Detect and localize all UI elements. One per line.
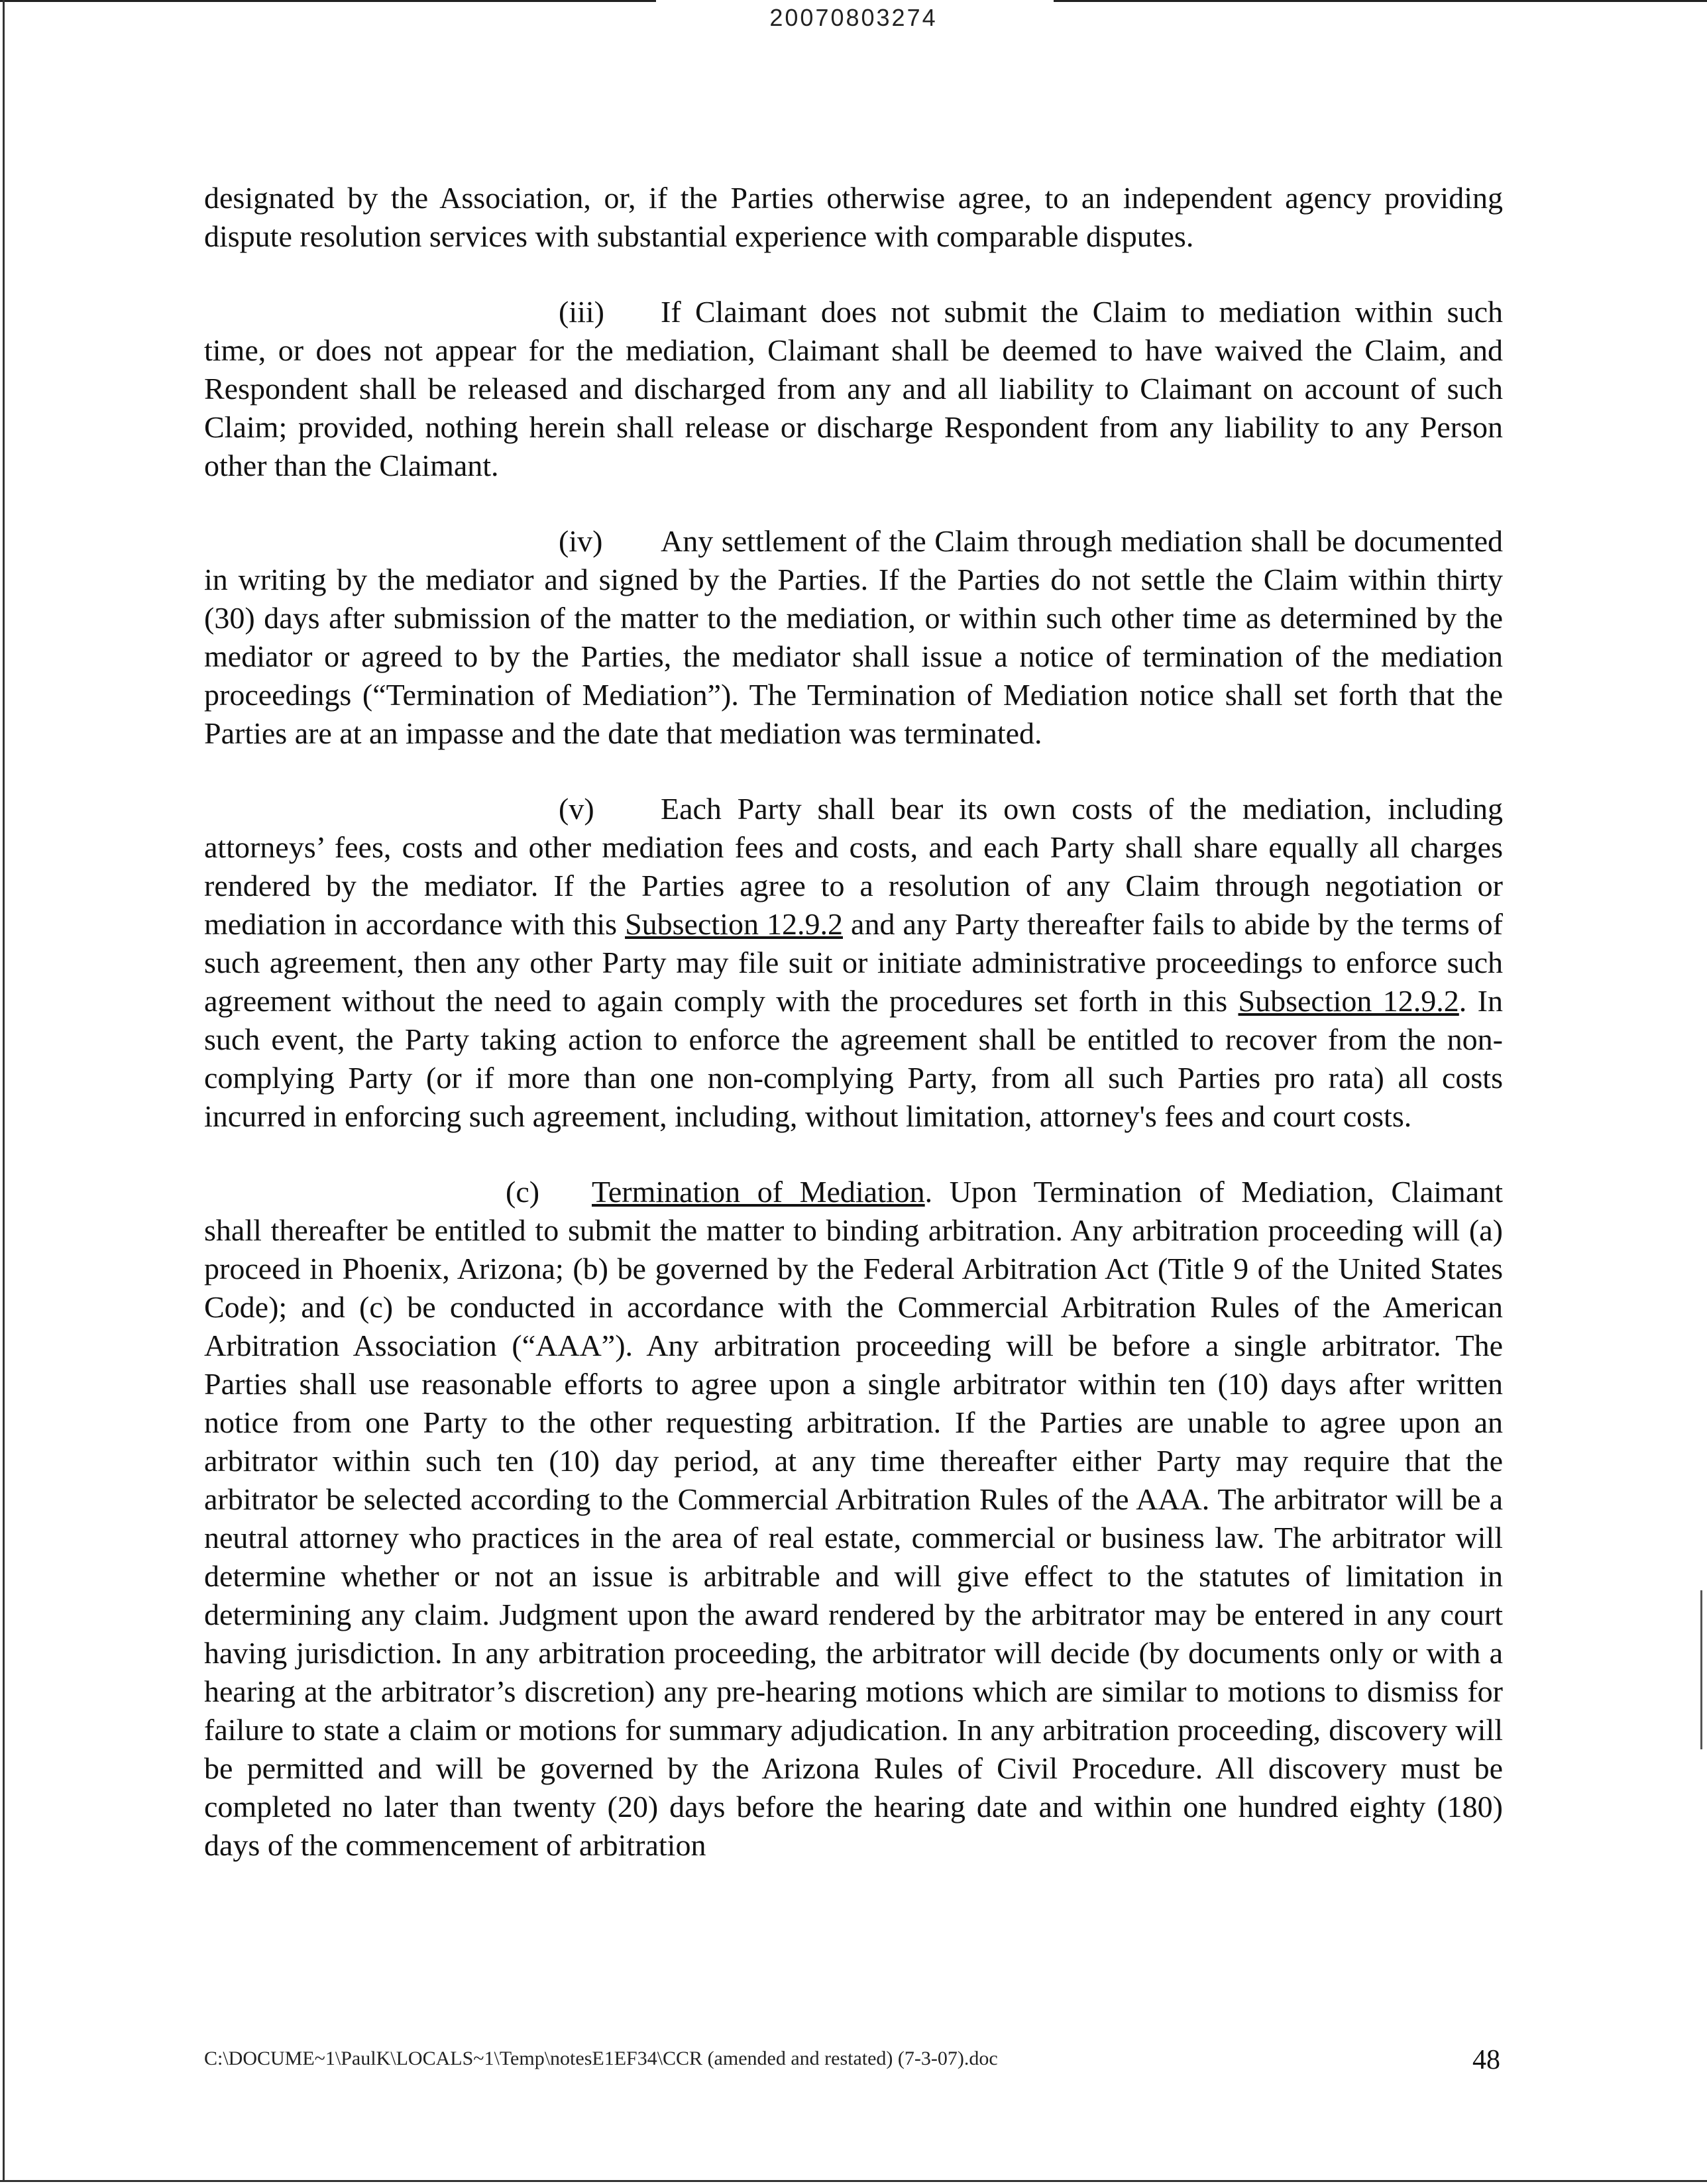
subparagraph-iv [204,522,1503,753]
paragraph-text: Each Party shall bear its own costs of the mediation, including attorneys’ fees, costs and other mediation fees and costs, and each Party shall share equally all charges rendered by the mediator. If the Parties agree to a resolution of any Claim through negotiation or mediation in accordance with this [204,792,1503,941]
page-number: 48 [1472,2045,1500,2075]
top-border-right [1054,0,1707,2]
subparagraph-c [204,1173,1503,1865]
bottom-border [0,2180,1707,2182]
left-border [3,0,5,2181]
paragraph-text: . In such event, the Party taking action to enforce the agreement shall be entitled to recover from the non-complying Party (or if more than one non-complying Party, from all such Parties pro rata) all costs incurred in enforcing such agreement, including, without limitation, attorney's fees and court costs. [204,984,1503,1133]
subparagraph-iii [204,293,1503,485]
subparagraph-v [204,790,1503,1136]
subsection-reference: Subsection 12.9.2 [1238,984,1459,1018]
document-number: 20070803274 [769,4,938,31]
footer-file-path: C:\DOCUME~1\PaulK\LOCALS~1\Temp\notesE1EF34\CCR (amended and restated) (7-3-07).doc [204,2048,998,2069]
paragraph-text: and any Party thereafter fails to abide by the terms of such agreement, then any other Party may file suit or initiate administrative proceedings to enforce such agreement without the need to again comply with the procedures set forth in this [204,907,1503,1018]
right-edge-mark [1700,1590,1702,1749]
subsection-reference: Subsection 12.9.2 [625,907,843,941]
document-body [204,179,1503,1902]
paragraph-text: If Claimant does not submit the Claim to mediation within such time, or does not appear for the mediation, Claimant shall be deemed to have waived the Claim, and Respondent shall be released and discharged from any and all liability to Claimant on account of such Claim; provided, nothing herein shall release or discharge Respondent from any liability to any Person other than the Claimant. [204,295,1503,482]
paragraph-text: Any settlement of the Claim through mediation shall be documented in writing by the mediator and signed by the Parties. If the Parties do not settle the Claim within thirty (30) days after submission of the matter to the mediation, or within such other time as determined by the mediator or agreed to by the Parties, the mediator shall issue a notice of termination of the mediation proceedings (“Termination of Mediation”). The Termination of Mediation notice shall set forth that the Parties are at an impasse and the date that mediation was terminated. [204,524,1503,750]
section-heading: Termination of Mediation [592,1175,925,1209]
subparagraph-number: (v) [559,792,594,826]
top-border-left [0,0,656,2]
subparagraph-number: (c) [506,1175,540,1209]
paragraph-text: designated by the Association, or, if the Parties otherwise agree, to an independent agency providing dispute resolution services with substantial experience with comparable disputes. [204,181,1503,253]
paragraph-continuation [204,179,1503,256]
subparagraph-number: (iii) [559,295,604,329]
subparagraph-number: (iv) [559,524,603,558]
paragraph-text: . Upon Termination of Mediation, Claimant shall thereafter be entitled to submit the matter to binding arbitration. Any arbitration proceeding will (a) proceed in Phoenix, Arizona; (b) be governed by the Federal Arbitration Act (Title 9 of the United States Code); and (c) be conducted in accordance with the Commercial Arbitration Rules of the American Arbitration Association (“AAA”). Any arbitration proceeding will be before a single arbitrator. The Parties shall use reasonable efforts to agree upon a single arbitrator within ten (10) days after written notice from one Party to the other requesting arbitration. If the Parties are unable to agree upon an arbitrator within such ten (10) day period, at any time thereafter either Party may require that the arbitrator be selected according to the Commercial Arbitration Rules of the AAA. The arbitrator will be a neutral attorney who practices in the area of real estate, commercial or business law. The arbitrator will determine whether or not an issue is arbitrable and will give effect to the statutes of limitation in determining any claim. Judgment upon the award rendered by the arbitrator may be entered in any court having jurisdiction. In any arbitration proceeding, the arbitrator will decide (by documents only or with a hearing at the arbitrator’s discretion) any pre-hearing motions which are similar to motions to dismiss for failure to state a claim or motions for summary adjudication. In any arbitration proceeding, discovery will be permitted and will be governed by the Arizona Rules of Civil Procedure. All discovery must be completed no later than twenty (20) days before the hearing date and within one hundred eighty (180) days of the commencement of arbitration [204,1175,1503,1862]
